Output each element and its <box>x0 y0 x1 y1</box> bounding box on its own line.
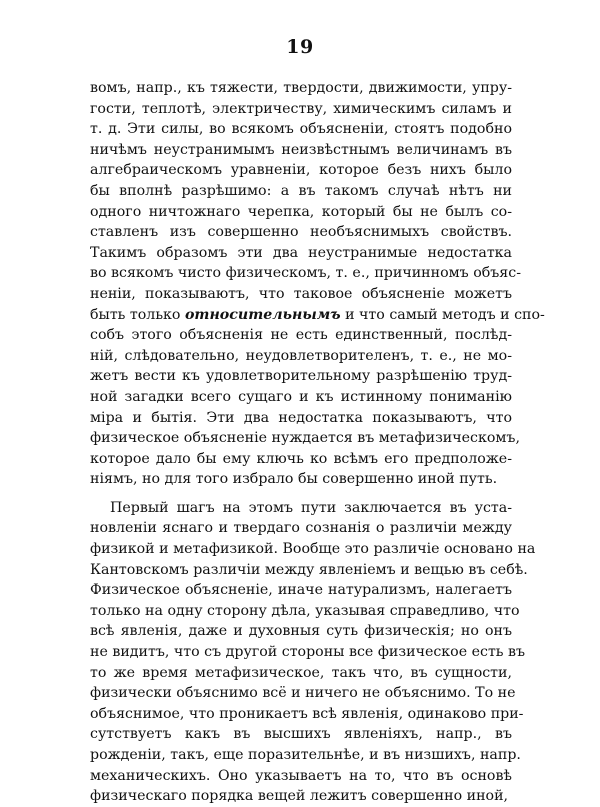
text-line: которое дало бы ему ключь ко всѣмъ его предположе- <box>90 450 512 467</box>
text-line: Такимъ образомъ эти два неустранимые недостатка <box>90 244 512 261</box>
text-line: ніямъ, но для того избрало бы совершенно иной путь. <box>90 471 498 488</box>
text-line: вомъ, напр., къ тяжести, твердости, движимости, упру- <box>90 80 512 96</box>
text-line: новленіи яснаго и твердаго сознанія о различіи между <box>90 520 512 537</box>
text-line: ставленъ изъ совершенно необъяснимыхъ свойствъ. <box>90 224 512 241</box>
text-line: собъ этого объясненія не есть единственный, послѣд- <box>90 327 512 344</box>
text-line: физикой и метафизикой. Вообще это различіе основано на <box>90 541 536 558</box>
text-line: объяснимое, что проникаетъ всѣ явленія, одинаково при- <box>90 705 524 722</box>
text-line: то же время метафизическое, такъ что, въ сущности, <box>90 664 512 681</box>
paragraph-gap <box>90 490 512 498</box>
text-line: т. д. Эти силы, во всякомъ объясненіи, стоятъ подобно <box>90 121 512 138</box>
body-text <box>90 78 545 807</box>
text-line: физическое объясненіе нуждается въ метафизическомъ, <box>90 430 520 447</box>
text-segment: и что самый методъ и спо- <box>340 306 545 323</box>
text-line: алгебраическомъ уравненіи, которое безъ нихъ было <box>90 162 512 179</box>
text-line: рожденіи, такъ, еще поразительнѣе, и въ низшихъ, напр. <box>90 747 521 763</box>
text-line: только на одну сторону дѣла, указывая справедливо, что <box>90 602 520 619</box>
text-line: жетъ вести къ удовлетворительному разрѣшенію труд- <box>90 368 512 385</box>
text-line: не видитъ, что съ другой стороны все физическое есть въ <box>90 644 526 661</box>
text-line: Кантовскомъ различіи между явленіемъ и вещью въ себѣ. <box>90 561 528 578</box>
text-line: неніи, показываютъ, что таковое объясненіе можетъ <box>90 285 512 302</box>
text-segment: быть только <box>90 306 185 323</box>
text-line: ничѣмъ неустранимымъ неизвѣстнымъ величинамъ въ <box>90 141 512 158</box>
text-line: гости, теплотѣ, электричеству, химическимъ силамъ и <box>90 100 512 117</box>
paragraph-2 <box>90 498 536 807</box>
text-line: механическихъ. Оно указываетъ на то, что въ основѣ <box>90 767 512 784</box>
text-line: одного ничтожнаго черепка, который бы не былъ со- <box>90 203 512 220</box>
text-line: Физическое объясненіе, иначе натурализмъ, налегаетъ <box>90 582 512 599</box>
page-number: 19 <box>286 36 314 58</box>
text-line: Первый шагъ на этомъ пути заключается въ уста- <box>110 499 512 516</box>
text-line: сутствуетъ какъ въ высшихъ явленіяхъ, напр., въ <box>90 726 512 743</box>
text-line: міра и бытія. Эти два недостатка показываютъ, что <box>90 409 512 426</box>
emphasized-word: относительнымъ <box>184 306 341 323</box>
text-line: ній, слѣдовательно, неудовлетворителенъ, т. е., не мо- <box>90 347 512 364</box>
text-line <box>90 305 545 326</box>
text-line: всѣ явленія, даже и духовныя суть физическія; но онъ <box>90 623 512 640</box>
text-line: бы вполнѣ разрѣшимо: а въ такомъ случаѣ нѣтъ ни <box>90 182 512 199</box>
text-line: ной загадки всего сущаго и къ истинному пониманію <box>90 388 512 405</box>
paragraph-1 <box>90 78 545 490</box>
text-line: физическаго порядка вещей лежитъ совершенно иной, <box>90 788 509 805</box>
text-line: физически объяснимо всё и ничего не объяснимо. То не <box>90 685 516 702</box>
text-line: во всякомъ чисто физическомъ, т. е., причинномъ объяс- <box>90 265 522 282</box>
